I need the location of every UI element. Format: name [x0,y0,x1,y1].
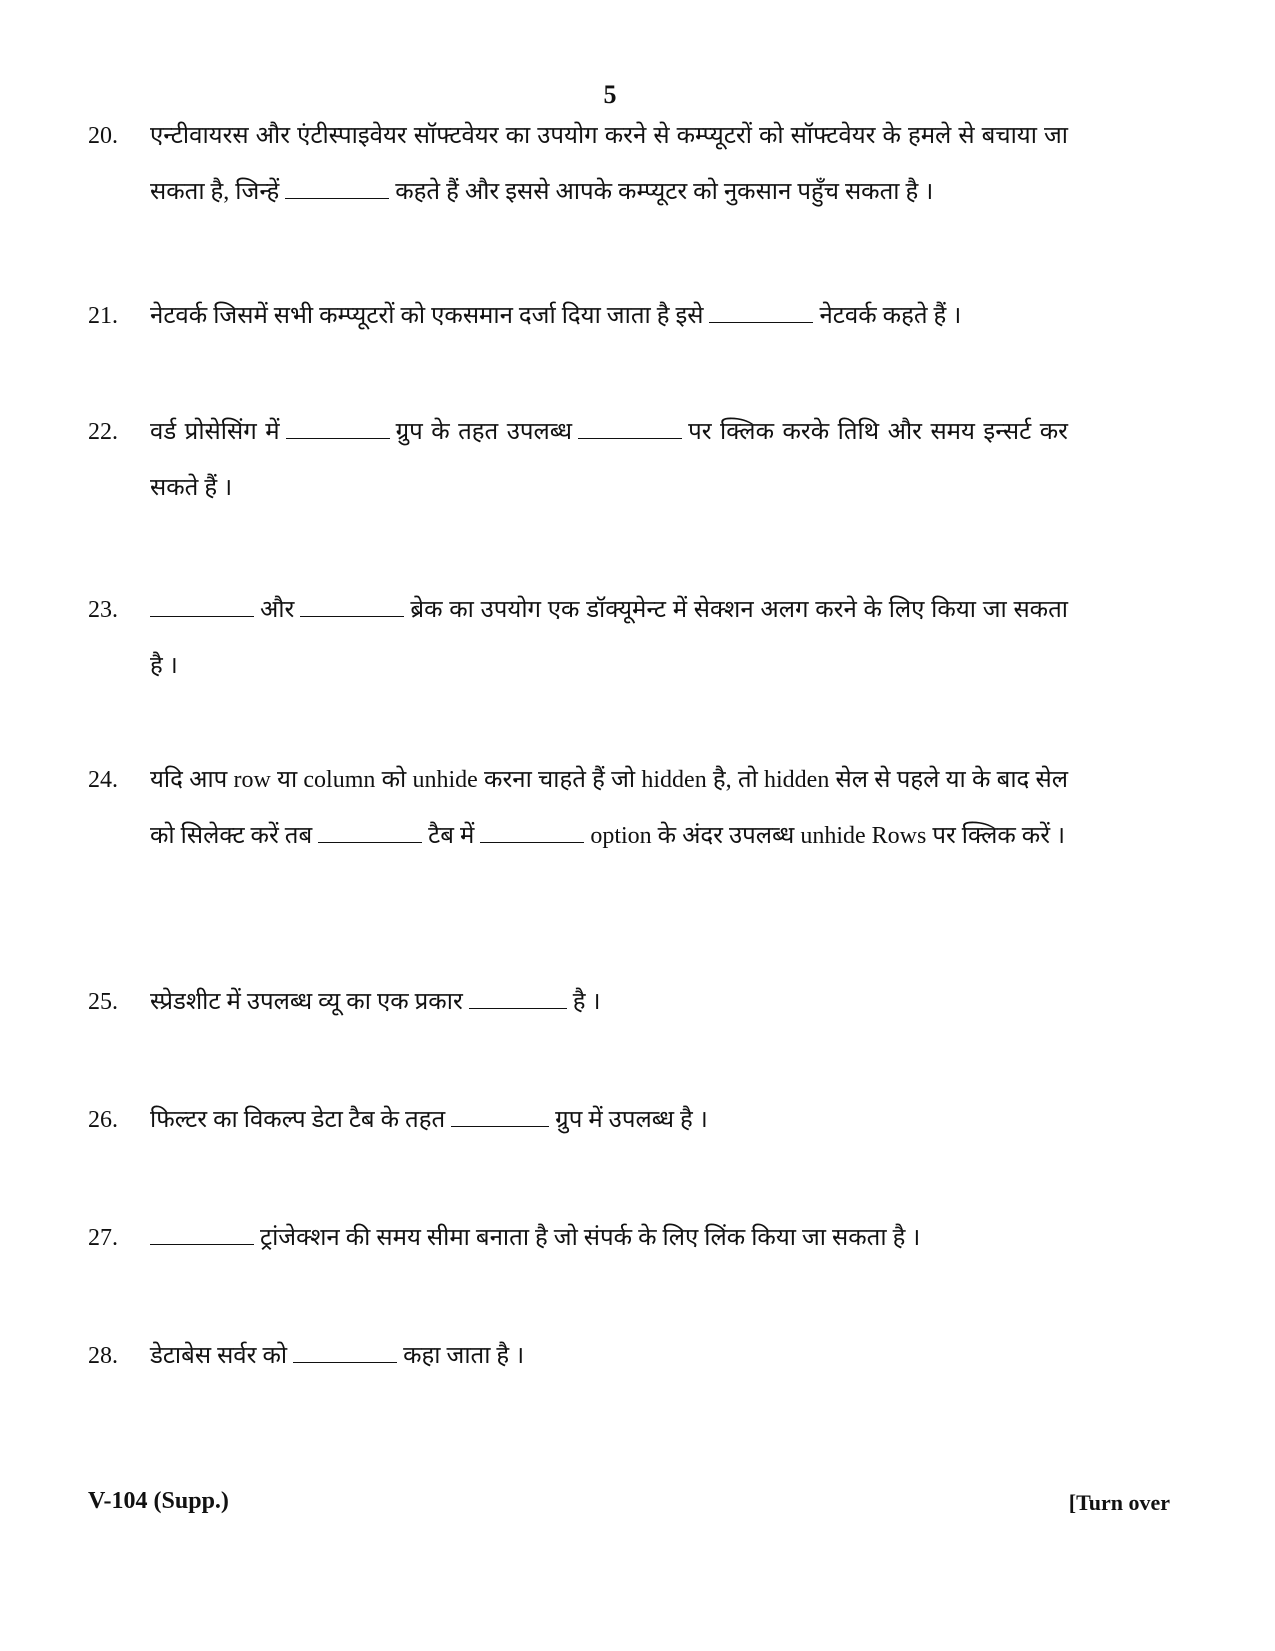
question-text: डेटाबेस सर्वर को कहा जाता है । [150,1328,1068,1384]
question-text: एन्टीवायरस और एंटीस्पाइवेयर सॉफ्टवेयर का उपयोग करने से कम्प्यूटरों को सॉफ्टवेयर के हमले से बचाया जा सकता है, जिन्हें कहते हैं और इससे आपके कम्प्यूटर को नुकसान पहुँच सकता है । [150,123,1068,205]
answer-blank [469,986,567,1009]
question-28 [88,1328,1068,1384]
answer-blank [150,594,254,617]
question-number: 20. [88,123,118,149]
question-26 [88,1092,1068,1148]
question-23 [88,582,1068,694]
answer-blank [578,416,682,439]
question-25 [88,974,1068,1030]
question-24 [88,752,1068,864]
turn-over-note: [Turn over [1068,1490,1170,1515]
answer-blank [285,176,389,199]
question-text: फिल्टर का विकल्प डेटा टैब के तहत ग्रुप में उपलब्ध है । [150,1092,1068,1148]
question-number: 25. [88,989,118,1015]
answer-blank [318,820,422,843]
question-text: यदि आप row या column को unhide करना चाहते हैं जो hidden है, तो hidden सेल से पहले या के बाद सेल को सिलेक्ट करें तब टैब में option के अंदर उपलब्ध unhide Rows पर क्लिक करें । [150,767,1068,849]
question-number: 23. [88,597,118,623]
answer-blank [286,416,390,439]
question-text: स्प्रेडशीट में उपलब्ध व्यू का एक प्रकार है । [150,974,1068,1030]
answer-blank [150,1222,254,1245]
question-number: 21. [88,303,118,329]
question-number: 26. [88,1107,118,1133]
question-22 [88,404,1068,516]
question-number: 24. [88,767,118,793]
question-text: नेटवर्क जिसमें सभी कम्प्यूटरों को एकसमान दर्जा दिया जाता है इसे नेटवर्क कहते हैं । [150,288,1068,344]
question-number: 28. [88,1343,118,1369]
question-text: ट्रांजेक्शन की समय सीमा बनाता है जो संपर्क के लिए लिंक किया जा सकता है । [150,1210,1068,1266]
answer-blank [300,594,404,617]
answer-blank [480,820,584,843]
page-number: 5 [603,80,617,109]
answer-blank [451,1104,549,1127]
question-20 [88,108,1068,220]
question-number: 27. [88,1225,118,1251]
paper-code: V-104 (Supp.) [88,1488,229,1514]
question-number: 22. [88,419,118,445]
question-27 [88,1210,1068,1266]
question-text: और ब्रेक का उपयोग एक डॉक्यूमेन्ट में सेक्शन अलग करने के लिए किया जा सकता है । [150,582,1068,694]
answer-blank [293,1340,397,1363]
question-21 [88,288,1068,344]
question-text: वर्ड प्रोसेसिंग में ग्रुप के तहत उपलब्ध पर क्लिक करके तिथि और समय इन्सर्ट कर सकते हैं । [150,404,1068,516]
answer-blank [709,300,813,323]
